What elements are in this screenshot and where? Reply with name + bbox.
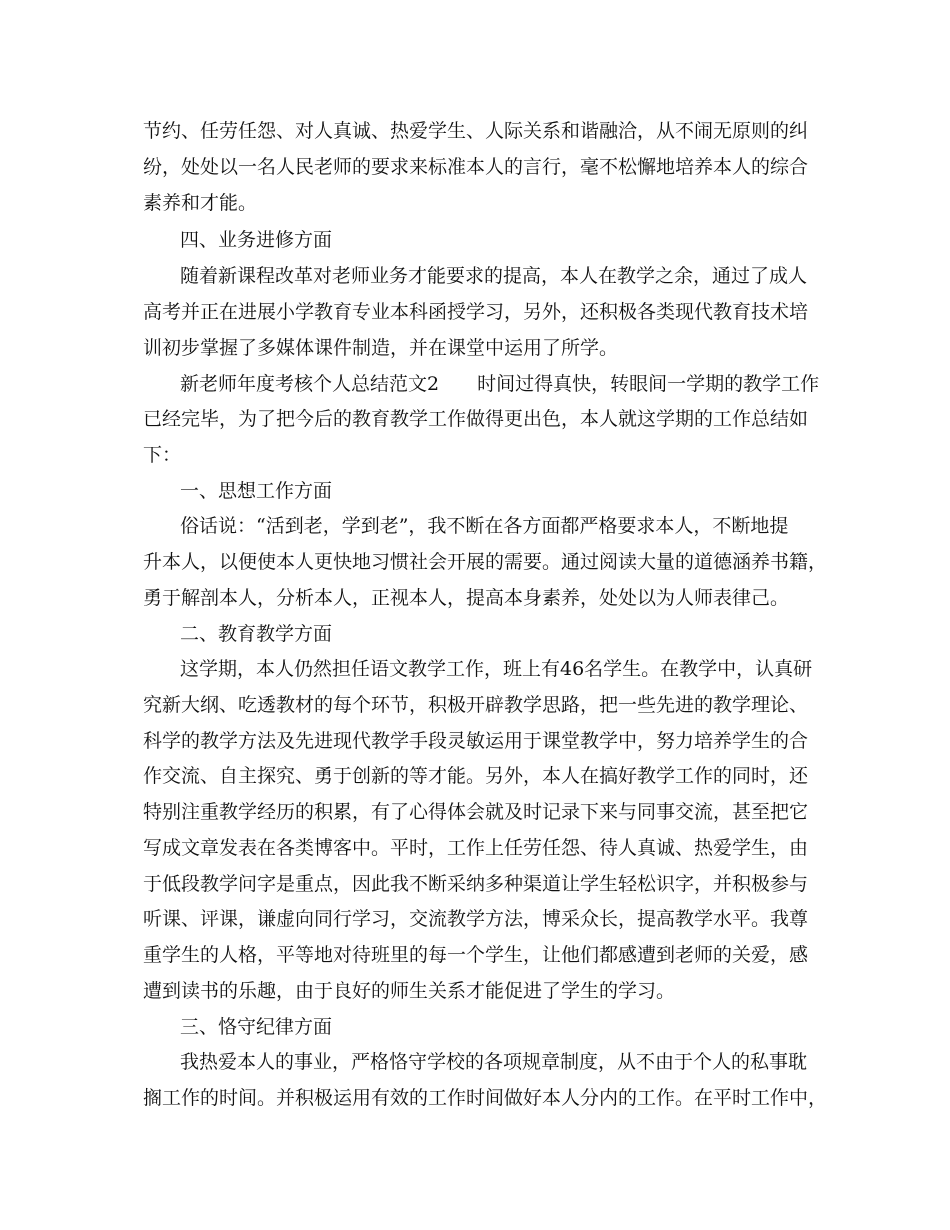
text-line: 节约、任劳任怨、对人真诚、热爱学生、人际关系和谐融洽，从不闹无原则的纠: [143, 120, 809, 142]
text-line: 科学的教学方法及先进现代教学手段灵敏运用于课堂教学中，努力培养学生的合: [143, 730, 809, 752]
text-line: 遭到读书的乐趣，由于良好的师生关系才能促进了学生的学习。: [143, 980, 676, 1002]
text-line: 新老师年度考核个人总结范文2 时间过得真快，转眼间一学期的教学工作: [180, 373, 820, 395]
text-line: 作交流、自主探究、勇于创新的等才能。另外，本人在搞好教学工作的同时，还: [143, 765, 809, 787]
text-line: 我热爱本人的事业，严格恪守学校的各项规章制度，从不由于个人的私事耽: [180, 1051, 808, 1073]
section-heading: 二、教育教学方面: [180, 623, 333, 645]
section-heading: 四、业务进修方面: [180, 229, 333, 251]
section-heading: 三、恪守纪律方面: [180, 1016, 333, 1038]
text-line: 纷，处处以一名人民老师的要求来标准本人的言行，毫不松懈地培养本人的综合: [143, 156, 809, 178]
section-heading: 一、思想工作方面: [180, 480, 333, 502]
text-line: 究新大纲、吃透教材的每个环节，积极开辟教学思路，把一些先进的教学理论、: [143, 694, 809, 716]
text-line: 特别注重教学经历的积累，有了心得体会就及时记录下来与同事交流，甚至把它: [143, 801, 809, 823]
text-line: 勇于解剖本人，分析本人，正视本人，提高本身素养，处处以为人师表律己。: [143, 587, 790, 609]
text-line: 听课、评课，谦虚向同行学习，交流教学方法，博采众长，提高教学水平。我尊: [143, 908, 809, 930]
text-line: 高考并正在进展小学教育专业本科函授学习，另外，还积极各类现代教育技术培: [143, 301, 809, 323]
text-line: 搁工作的时间。并积极运用有效的工作时间做好本人分内的工作。在平时工作中，: [143, 1087, 828, 1109]
text-line: 素养和才能。: [143, 192, 258, 214]
text-line: 这学期，本人仍然担任语文教学工作，班上有46名学生。在教学中，认真研: [180, 658, 813, 680]
text-line: 写成文章发表在各类博客中。平时，工作上任劳任怨、待人真诚、热爱学生，由: [143, 837, 809, 859]
text-line: 重学生的人格，平等地对待班里的每一个学生，让他们都感遭到老师的关爱，感: [143, 944, 809, 966]
text-line: 下：: [143, 444, 182, 466]
text-line: 随着新课程改革对老师业务才能要求的提高，本人在教学之余，通过了成人: [180, 265, 808, 287]
text-line: 于低段教学问字是重点，因此我不断采纳多种渠道让学生轻松识字，并积极参与: [143, 873, 809, 895]
text-line: 升本人，以便使本人更快地习惯社会开展的需要。通过阅读大量的道德涵养书籍，: [143, 551, 828, 573]
text-line: 训初步掌握了多媒体课件制造，并在课堂中运用了所学。: [143, 337, 619, 359]
text-line: 俗话说：“活到老，学到老”，我不断在各方面都严格要求本人，不断地提: [180, 515, 789, 537]
text-line: 已经完毕，为了把今后的教育教学工作做得更出色，本人就这学期的工作总结如: [143, 408, 809, 430]
